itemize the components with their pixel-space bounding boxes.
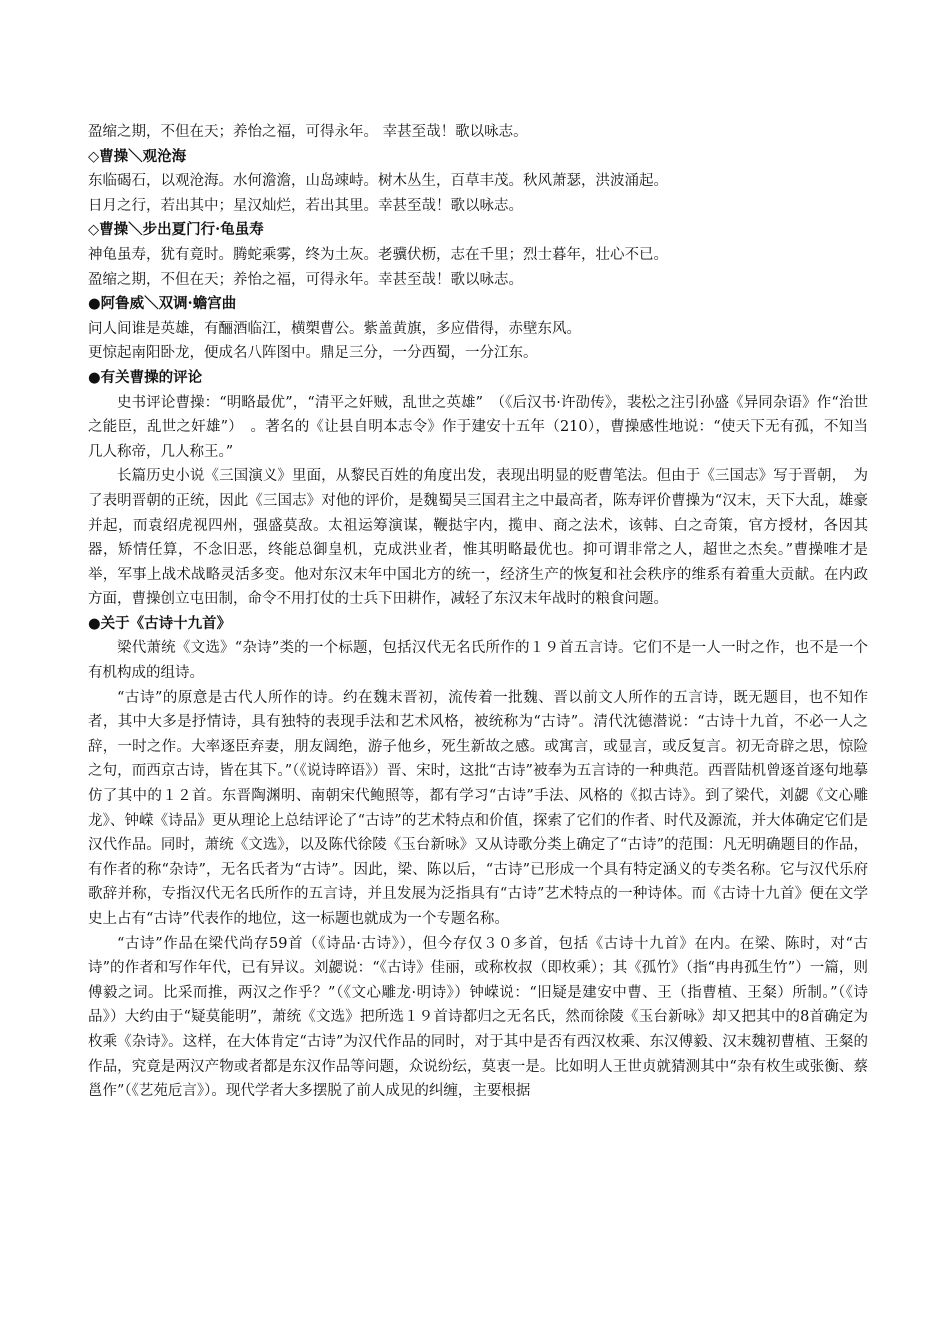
poem-line: 更惊起南阳卧龙，便成名八阵图中。鼎足三分，一分西蜀，一分江东。 — [88, 345, 538, 362]
poem-line: 神龟虽寿，犹有竟时。腾蛇乘雾，终为土灰。老骥伏枥，志在千里；烈士暮年，壮心不已。 — [88, 246, 668, 263]
body-paragraph: “古诗”的原意是古代人所作的诗。约在魏末晋初，流传着一批魏、晋以前文人所作的五言诗，既无题目，也不知作者，其中大多是抒情诗，具有独特的表现手法和艺术风格，被统称为“古诗”。清代沈德潜说：“古诗十九首，不必一人之辞，一时之作。大率逐臣弃妻，朋友阔绝，游子他乡，死生新故之感。或寓言，或显言，或反复言。初无奇辟之思，惊险之句，而西京古诗，皆在其下。”（《说诗晬语》）晋、宋时，这批“古诗”被奉为五言诗的一种典范。西晋陆机曾逐首逐句地摹仿了其中的１２首。东晋陶渊明、南朝宋代鲍照等，都有学习“古诗”手法、风格的《拟古诗》。到了梁代，刘勰《文心雕龙》、钟嵘《诗品》更从理论上总结评论了“古诗”的艺术特点和价值，探索了它们的作者、时代及源流，并大体确定它们是汉代作品。同时，萧统《文选》，以及陈代徐陵《玉台新咏》又从诗歌分类上确定了“古诗”的范围：凡无明确题目的作品，有作者的称“杂诗”，无名氏者为“古诗”。因此，梁、陈以后，“古诗”已形成一个具有特定涵义的专类名称。它与汉代乐府歌辞并称，专指汉代无名氏所作的五言诗，并且发展为泛指具有“古诗”艺术特点的一种诗体。而《古诗十九首》便在文学史上占有“古诗”代表作的地位，这一标题也就成为一个专题名称。 — [88, 689, 868, 927]
document-page — [88, 120, 868, 1104]
poem-line: 东临碣石，以观沧海。水何澹澹，山岛竦峙。树木丛生，百草丰茂。秋风萧瑟，洪波涌起。 — [88, 173, 668, 190]
body-paragraph: “古诗”作品在梁代尚存59首（《诗品·古诗》），但今存仅３０多首，包括《古诗十九首》在内。在梁、陈时，对“古诗”的作者和写作年代，已有异议。刘勰说：“《古诗》佳丽，或称枚叔（即枚乘）；其《孤竹》（指“冉冉孤生竹”）一篇，则傅毅之词。比采而推，两汉之作乎？”（《文心雕龙·明诗》）钟嵘说：“旧疑是建安中曹、王（指曹植、王粲）所制。”（《诗品》）大约由于“疑莫能明”，萧统《文选》把所选１９首诗都归之无名氏，然而徐陵《玉台新咏》却又把其中的8首确定为枚乘《杂诗》。这样，在大体肯定“古诗”为汉代作品的同时，对于其中是否有西汉枚乘、东汉傅毅、汉末魏初曹植、王粲的作品，究竟是两汉产物或者都是东汉作品等问题，众说纷纭，莫衷一是。比如明人王世贞就猜测其中“杂有枚生或张衡、蔡邕作”（《艺苑卮言》）。现代学者大多摆脱了前人成见的纠缠，主要根据 — [88, 935, 868, 1100]
poem-line: 盈缩之期，不但在天；养怡之福，可得永年。 幸甚至哉！歌以咏志。 — [88, 124, 528, 140]
section-heading: ◇曹操＼观沧海 — [88, 147, 187, 165]
section-heading: ◇曹操＼步出夏门行·龟虽寿 — [88, 221, 264, 239]
poem-section-gui-sui-shou — [88, 218, 868, 292]
section-heading: ●有关曹操的评论 — [88, 368, 203, 386]
body-paragraph: 史书评论曹操：“明略最优”，“清平之奸贼，乱世之英雄” （《后汉书·许劭传》，裴松之注引孙盛《异同杂语》作“治世之能臣，乱世之奸雄”） 。著名的《让县自明本志令》作于建安十五年（210），曹操感性地说：“使天下无有孤，不知当几人称帝，几人称王。” — [88, 394, 868, 460]
poem-section-guan-cang-hai — [88, 145, 868, 219]
section-heading: ●关于《古诗十九首》 — [88, 614, 232, 632]
commentary-section — [88, 366, 868, 612]
body-paragraph: 梁代萧统《文选》“杂诗”类的一个标题，包括汉代无名氏所作的１９首五言诗。它们不是一人一时之作，也不是一个有机构成的组诗。 — [88, 640, 868, 682]
poem-line: 盈缩之期，不但在天；养怡之福，可得永年。幸甚至哉！歌以咏志。 — [88, 271, 523, 288]
poem-line: 日月之行，若出其中；星汉灿烂，若出其里。幸甚至哉！歌以咏志。 — [88, 197, 523, 214]
section-heading: ●阿鲁威＼双调·蟾宫曲 — [88, 295, 237, 313]
poem-line: 问人间谁是英雄，有酾酒临江，横槊曹公。紫盖黄旗，多应借得，赤壁东风。 — [88, 320, 581, 337]
poem-section-chan-gong-qu — [88, 292, 868, 366]
body-paragraph: 长篇历史小说《三国演义》里面，从黎民百姓的角度出发，表现出明显的贬曹笔法。但由于《三国志》写于晋朝， 为了表明晋朝的正统，因此《三国志》对他的评价，是魏蜀吴三国君主之中最高者，陈寿评价曹操为“汉末，天下大乱，雄豪并起，而袁绍虎视四州，强盛莫敌。太祖运筹演谋，鞭挞宇内，揽申、商之法术，该韩、白之奇策，官方授材，各因其器，矫情任算，不念旧恶，终能总御皇机，克成洪业者，惟其明略最优也。抑可谓非常之人，超世之杰矣。”曹操唯才是举，军事上战术战略灵活多变。他对东汉末年中国北方的统一，经济生产的恢复和社会秩序的维系有着重大贡献。在内政方面，曹操创立屯田制，命令不用打仗的士兵下田耕作，减轻了东汉末年战时的粮食问题。 — [88, 468, 868, 608]
gushi-section — [88, 612, 868, 1104]
